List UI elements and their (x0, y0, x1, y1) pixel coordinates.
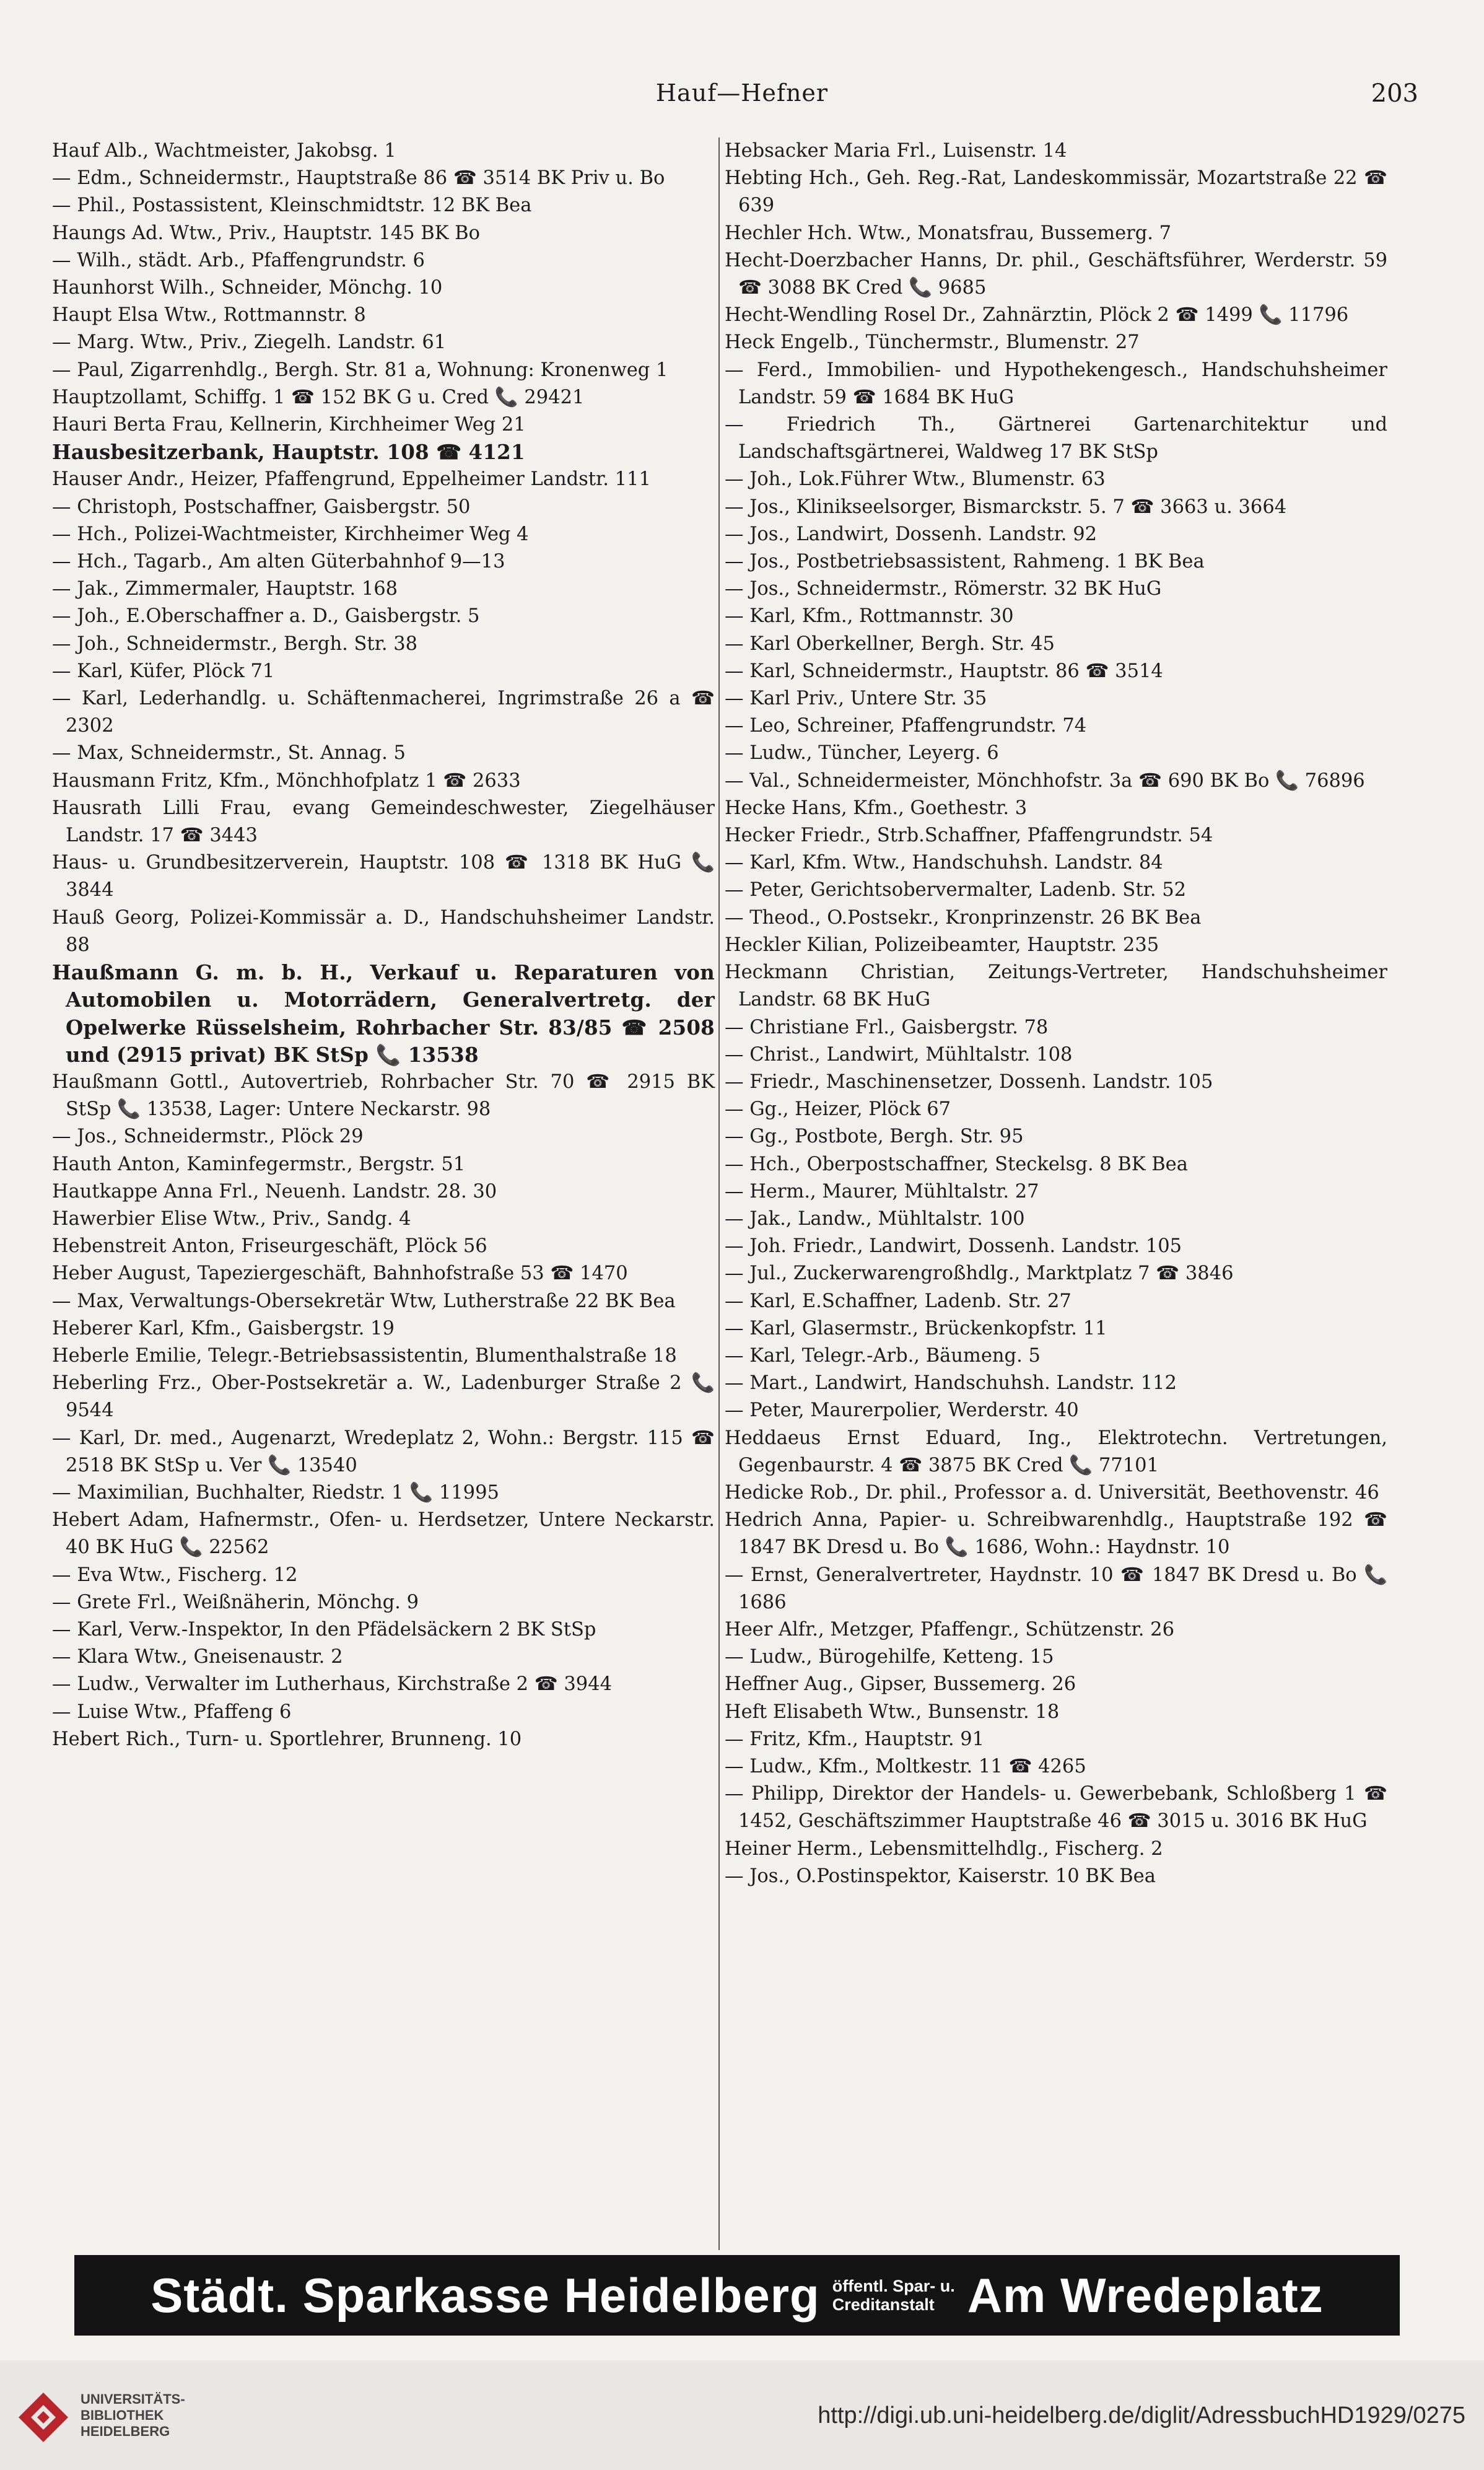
directory-entry: — Karl, Dr. med., Augenarzt, Wredeplatz 2, Wohn.: Bergstr. 115 ☎ 2518 BK StSp u. Ver 📞 13540 (52, 1427, 715, 1476)
directory-entry: Heber August, Tapeziergeschäft, Bahnhofstraße 53 ☎ 1470 (52, 1263, 628, 1285)
directory-entry: Haungs Ad. Wtw., Priv., Hauptstr. 145 BK Bo (52, 222, 480, 244)
directory-entry: Haunhorst Wilh., Schneider, Mönchg. 10 (52, 277, 443, 299)
sparkasse-advertisement (74, 2255, 1400, 2336)
directory-entry: — Joh., E.Oberschaffner a. D., Gaisbergstr. 5 (52, 605, 480, 628)
directory-entry: Heberle Emilie, Telegr.-Betriebsassistentin, Blumenthalstraße 18 (52, 1344, 677, 1367)
directory-entry: Hebting Hch., Geh. Reg.-Rat, Landeskommissär, Mozartstraße 22 ☎ 639 (725, 167, 1387, 217)
directory-entry: Hedrich Anna, Papier- u. Schreibwarenhdlg., Hauptstraße 192 ☎ 1847 BK Dresd u. Bo 📞 1686, Wohn.: Haydnstr. 10 (725, 1509, 1387, 1559)
directory-entry: Haupt Elsa Wtw., Rottmannstr. 8 (52, 304, 366, 326)
directory-entry: Hauser Andr., Heizer, Pfaffengrund, Eppelheimer Landstr. 111 (52, 468, 651, 491)
directory-entry: — Gg., Heizer, Plöck 67 (725, 1098, 951, 1121)
directory-entry: Hauri Berta Frau, Kellnerin, Kirchheimer Weg 21 (52, 414, 526, 436)
directory-entry: — Theod., O.Postsekr., Kronprinzenstr. 26 BK Bea (725, 906, 1202, 929)
directory-entry: Heckler Kilian, Polizeibeamter, Hauptstr. 235 (725, 934, 1159, 956)
directory-entry: Haußmann Gottl., Autovertrieb, Rohrbacher Str. 70 ☎ 2915 BK StSp 📞 13538, Lager: Untere Neckarstr. 98 (52, 1071, 715, 1121)
directory-entry: — Jul., Zuckerwarengroßhdlg., Marktplatz 7 ☎ 3846 (725, 1263, 1234, 1285)
directory-entry: Heberling Frz., Ober-Postsekretär a. W., Ladenburger Straße 2 📞 9544 (52, 1372, 715, 1422)
directory-entry: Heffner Aug., Gipser, Bussemerg. 26 (725, 1673, 1076, 1696)
directory-entry: — Val., Schneidermeister, Mönchhofstr. 3a ☎ 690 BK Bo 📞 76896 (725, 769, 1365, 792)
directory-entry: Hauth Anton, Kaminfegermstr., Bergstr. 51 (52, 1153, 466, 1175)
directory-entry: — Ludw., Kfm., Moltkestr. 11 ☎ 4265 (725, 1755, 1086, 1777)
right-column (725, 138, 1387, 1890)
directory-entry: — Karl, Küfer, Plöck 71 (52, 660, 275, 682)
directory-entry: — Hch., Polizei-Wachtmeister, Kirchheimer Weg 4 (52, 523, 529, 545)
directory-entry: Heer Alfr., Metzger, Pfaffengr., Schützenstr. 26 (725, 1618, 1174, 1640)
directory-entry: Hecker Friedr., Strb.Schaffner, Pfaffengrundstr. 54 (725, 825, 1213, 847)
directory-entry: — Karl Oberkellner, Bergh. Str. 45 (725, 633, 1055, 655)
directory-entry: — Maximilian, Buchhalter, Riedstr. 1 📞 11995 (52, 1481, 499, 1504)
directory-entry: — Karl, Glasermstr., Brückenkopfstr. 11 (725, 1317, 1107, 1339)
directory-entry: — Friedr., Maschinensetzer, Dossenh. Landstr. 105 (725, 1071, 1213, 1093)
directory-entry: — Philipp, Direktor der Handels- u. Gewerbebank, Schloßberg 1 ☎ 1452, Geschäftszimmer Hauptstraße 46 ☎ 3015 u. 3016 BK HuG (725, 1783, 1387, 1833)
library-footer (0, 2360, 1484, 2470)
directory-entry: — Jak., Zimmermaler, Hauptstr. 168 (52, 578, 398, 600)
directory-entry: Heck Engelb., Tünchermstr., Blumenstr. 27 (725, 331, 1140, 354)
directory-entry: Heckmann Christian, Zeitungs-Vertreter, Handschuhsheimer Landstr. 68 BK HuG (725, 961, 1387, 1011)
directory-entry: — Leo, Schreiner, Pfaffengrundstr. 74 (725, 715, 1087, 737)
directory-entry: — Eva Wtw., Fischerg. 12 (52, 1564, 298, 1586)
directory-entry: — Jos., Schneidermstr., Plöck 29 (52, 1126, 364, 1148)
directory-entry: Hebert Rich., Turn- u. Sportlehrer, Brunneng. 10 (52, 1728, 522, 1750)
directory-entry: — Gg., Postbote, Bergh. Str. 95 (725, 1126, 1024, 1148)
directory-entry: Hebenstreit Anton, Friseurgeschäft, Plöck 56 (52, 1235, 487, 1258)
directory-entry: — Karl, Telegr.-Arb., Bäumeng. 5 (725, 1344, 1041, 1367)
directory-entry: Hauß Georg, Polizei-Kommissär a. D., Handschuhsheimer Landstr. 88 (52, 906, 715, 956)
directory-entry: — Joh., Lok.Führer Wtw., Blumenstr. 63 (725, 468, 1106, 491)
directory-entry: — Klara Wtw., Gneisenaustr. 2 (52, 1646, 343, 1668)
library-name (81, 2391, 185, 2440)
directory-entry: — Jos., Schneidermstr., Römerstr. 32 BK HuG (725, 578, 1162, 600)
ad-subtitle (832, 2277, 955, 2314)
directory-entry: — Marg. Wtw., Priv., Ziegelh. Landstr. 61 (52, 331, 447, 354)
directory-entry: Hausmann Fritz, Kfm., Mönchhofplatz 1 ☎ 2633 (52, 769, 521, 792)
directory-entry: — Christiane Frl., Gaisbergstr. 78 (725, 1016, 1049, 1038)
directory-entry: — Phil., Postassistent, Kleinschmidtstr. 12 BK Bea (52, 195, 532, 217)
directory-entry: — Karl, E.Schaffner, Ladenb. Str. 27 (725, 1290, 1072, 1312)
directory-entry: — Jak., Landw., Mühltalstr. 100 (725, 1207, 1025, 1230)
directory-entry: — Fritz, Kfm., Hauptstr. 91 (725, 1728, 985, 1750)
ad-subtitle-line1: öffentl. Spar- u. (832, 2277, 955, 2295)
directory-entry: — Ludw., Bürogehilfe, Ketteng. 15 (725, 1646, 1054, 1668)
directory-entry: Hautkappe Anna Frl., Neuenh. Landstr. 28. 30 (52, 1180, 497, 1202)
directory-entry: — Max, Schneidermstr., St. Annag. 5 (52, 742, 406, 764)
ad-location: Am Wredeplatz (967, 2267, 1324, 2323)
directory-entry: Hebsacker Maria Frl., Luisenstr. 14 (725, 140, 1067, 162)
directory-entry: — Wilh., städt. Arb., Pfaffengrundstr. 6 (52, 249, 425, 271)
directory-entry: — Christ., Landwirt, Mühltalstr. 108 (725, 1043, 1073, 1066)
directory-entry: Heiner Herm., Lebensmittelhdlg., Fischerg. 2 (725, 1837, 1163, 1860)
library-logo-icon (12, 2386, 74, 2448)
directory-entry: — Joh., Schneidermstr., Bergh. Str. 38 (52, 633, 418, 655)
library-name-line1: UNIVERSITÄTS- (81, 2391, 185, 2407)
directory-entry: — Peter, Gerichtsobervermalter, Ladenb. Str. 52 (725, 879, 1187, 901)
left-column (52, 138, 715, 1753)
directory-entry: — Edm., Schneidermstr., Hauptstraße 86 ☎ 3514 BK Priv u. Bo (52, 167, 665, 190)
directory-entry: — Mart., Landwirt, Handschuhsh. Landstr. 112 (725, 1372, 1177, 1395)
directory-entry: — Jos., Klinikseelsorger, Bismarckstr. 5. 7 ☎ 3663 u. 3664 (725, 496, 1287, 518)
directory-entry: — Karl, Schneidermstr., Hauptstr. 86 ☎ 3514 (725, 660, 1163, 682)
directory-entry: Haußmann G. m. b. H., Verkauf u. Reparaturen von Automobilen u. Motorrädern, Generalvertretg. der Opelwerke Rüsselsheim, Rohrbacher Str. 83/85 ☎ 2508 und (2915 privat) BK StSp 📞 13538 (52, 960, 715, 1067)
page-number: 203 (1371, 79, 1418, 108)
directory-entry: — Christoph, Postschaffner, Gaisbergstr. 50 (52, 496, 471, 518)
column-divider (718, 138, 720, 2250)
directory-entry: — Jos., Postbetriebsassistent, Rahmeng. 1 BK Bea (725, 551, 1205, 573)
directory-entry: — Karl, Kfm. Wtw., Handschuhsh. Landstr. 84 (725, 852, 1163, 874)
directory-entry: — Luise Wtw., Pfaffeng 6 (52, 1701, 292, 1723)
directory-entry: Hawerbier Elise Wtw., Priv., Sandg. 4 (52, 1207, 411, 1230)
directory-entry: Hausrath Lilli Frau, evang Gemeindeschwester, Ziegelhäuser Landstr. 17 ☎ 3443 (52, 797, 715, 847)
directory-entry: Haus- u. Grundbesitzerverein, Hauptstr. 108 ☎ 1318 BK HuG 📞 3844 (52, 852, 715, 901)
directory-entry: Hecht-Doerzbacher Hanns, Dr. phil., Geschäftsführer, Werderstr. 59 ☎ 3088 BK Cred 📞 9685 (725, 249, 1387, 299)
ad-bank-name: Städt. Sparkasse Heidelberg (151, 2267, 820, 2323)
directory-entry: — Jos., O.Postinspektor, Kaiserstr. 10 BK Bea (725, 1865, 1156, 1887)
running-title: Hauf—Hefner (655, 79, 829, 107)
directory-entry: Hausbesitzerbank, Hauptstr. 108 ☎ 4121 (52, 440, 525, 465)
directory-entry: Hauptzollamt, Schiffg. 1 ☎ 152 BK G u. Cred 📞 29421 (52, 386, 585, 408)
directory-entry: — Hch., Oberpostschaffner, Steckelsg. 8 BK Bea (725, 1153, 1188, 1175)
directory-entry: — Friedrich Th., Gärtnerei Gartenarchitektur und Landschaftsgärtnerei, Waldweg 17 BK StSp (725, 414, 1387, 463)
directory-entry: Hecke Hans, Kfm., Goethestr. 3 (725, 797, 1028, 819)
directory-entry: Hebert Adam, Hafnermstr., Ofen- u. Herdsetzer, Untere Neckarstr. 40 BK HuG 📞 22562 (52, 1509, 715, 1559)
directory-entry: — Peter, Maurerpolier, Werderstr. 40 (725, 1399, 1079, 1422)
directory-entry: — Grete Frl., Weißnäherin, Mönchg. 9 (52, 1591, 419, 1613)
directory-entry: Hechler Hch. Wtw., Monatsfrau, Bussemerg. 7 (725, 222, 1172, 244)
directory-entry: Hecht-Wendling Rosel Dr., Zahnärztin, Plöck 2 ☎ 1499 📞 11796 (725, 304, 1349, 326)
directory-entry: Hedicke Rob., Dr. phil., Professor a. d. Universität, Beethovenstr. 46 (725, 1481, 1379, 1504)
directory-entry: — Jos., Landwirt, Dossenh. Landstr. 92 (725, 523, 1098, 545)
directory-entry: Hauf Alb., Wachtmeister, Jakobsg. 1 (52, 140, 396, 162)
directory-entry: Heft Elisabeth Wtw., Bunsenstr. 18 (725, 1701, 1060, 1723)
directory-entry: Heddaeus Ernst Eduard, Ing., Elektrotechn. Vertretungen, Gegenbaurstr. 4 ☎ 3875 BK Cred 📞 77101 (725, 1427, 1387, 1476)
directory-entry: Heberer Karl, Kfm., Gaisbergstr. 19 (52, 1317, 395, 1339)
directory-entry: — Ludw., Verwalter im Lutherhaus, Kirchstraße 2 ☎ 3944 (52, 1673, 613, 1696)
directory-entry: — Karl Priv., Untere Str. 35 (725, 688, 987, 710)
directory-entry: — Hch., Tagarb., Am alten Güterbahnhof 9—13 (52, 551, 505, 573)
directory-entry: — Ernst, Generalvertreter, Haydnstr. 10 ☎ 1847 BK Dresd u. Bo 📞 1686 (725, 1564, 1387, 1613)
directory-entry: — Herm., Maurer, Mühltalstr. 27 (725, 1180, 1039, 1202)
library-name-line3: HEIDELBERG (81, 2424, 170, 2439)
directory-entry: — Joh. Friedr., Landwirt, Dossenh. Landstr. 105 (725, 1235, 1182, 1258)
page-header (53, 79, 1431, 116)
directory-entry: — Ferd., Immobilien- und Hypothekengesch., Handschuhsheimer Landstr. 59 ☎ 1684 BK HuG (725, 359, 1387, 408)
directory-entry: — Ludw., Tüncher, Leyerg. 6 (725, 742, 999, 764)
library-name-line2: BIBLIOTHEK (81, 2407, 164, 2423)
directory-entry: — Paul, Zigarrenhdlg., Bergh. Str. 81 a, Wohnung: Kronenweg 1 (52, 359, 668, 381)
source-url-link[interactable]: http://digi.ub.uni-heidelberg.de/diglit/AdressbuchHD1929/0275 (818, 2402, 1465, 2428)
ad-subtitle-line2: Creditanstalt (832, 2295, 935, 2314)
directory-entry: — Max, Verwaltungs-Obersekretär Wtw, Lutherstraße 22 BK Bea (52, 1290, 676, 1312)
directory-entry: — Karl, Kfm., Rottmannstr. 30 (725, 605, 1014, 628)
directory-entry: — Karl, Verw.-Inspektor, In den Pfädelsäckern 2 BK StSp (52, 1618, 596, 1640)
directory-entry: — Karl, Lederhandlg. u. Schäftenmacherei, Ingrimstraße 26 a ☎ 2302 (52, 688, 715, 737)
